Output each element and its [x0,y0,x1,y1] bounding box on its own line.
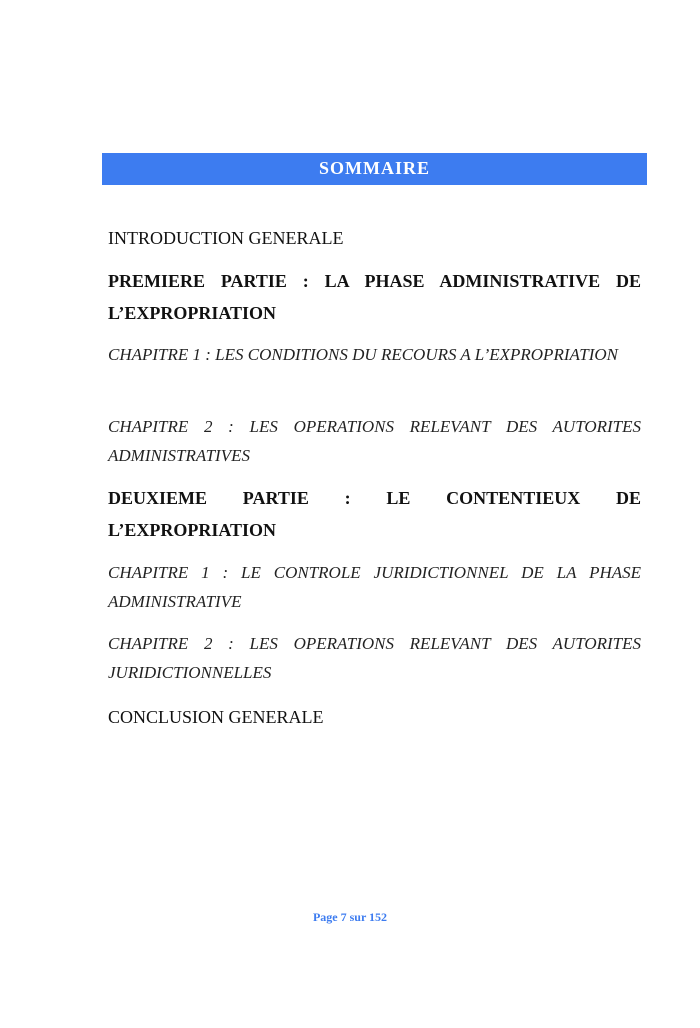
page-number: Page 7 sur 152 [312,910,388,924]
toc-heading-bar [102,153,647,185]
toc-title: SOMMAIRE [319,158,430,178]
toc-entry-conclusion: CONCLUSION GENERALE [108,707,324,727]
toc-entry-part-2-chapter-1: CHAPITRE 1 : LE CONTROLE JURIDICTIONNEL DE LA PHASE ADMINISTRATIVE [108,563,641,611]
toc-entry-part-1-chapter-1: CHAPITRE 1 : LES CONDITIONS DU RECOURS A L’EXPROPRIATION [108,345,618,364]
toc-entry-part-2: DEUXIEME PARTIE : LE CONTENTIEUX DE L’EXPROPRIATION [108,488,641,540]
toc-entry-introduction: INTRODUCTION GENERALE [108,228,344,248]
toc-entry-part-2-chapter-2: CHAPITRE 2 : LES OPERATIONS RELEVANT DES AUTORITES JURIDICTIONNELLES [108,634,641,682]
toc-entry-part-1-chapter-2: CHAPITRE 2 : LES OPERATIONS RELEVANT DES AUTORITES ADMINISTRATIVES [108,417,641,465]
toc-entry-part-1: PREMIERE PARTIE : LA PHASE ADMINISTRATIVE DE L’EXPROPRIATION [108,271,641,323]
